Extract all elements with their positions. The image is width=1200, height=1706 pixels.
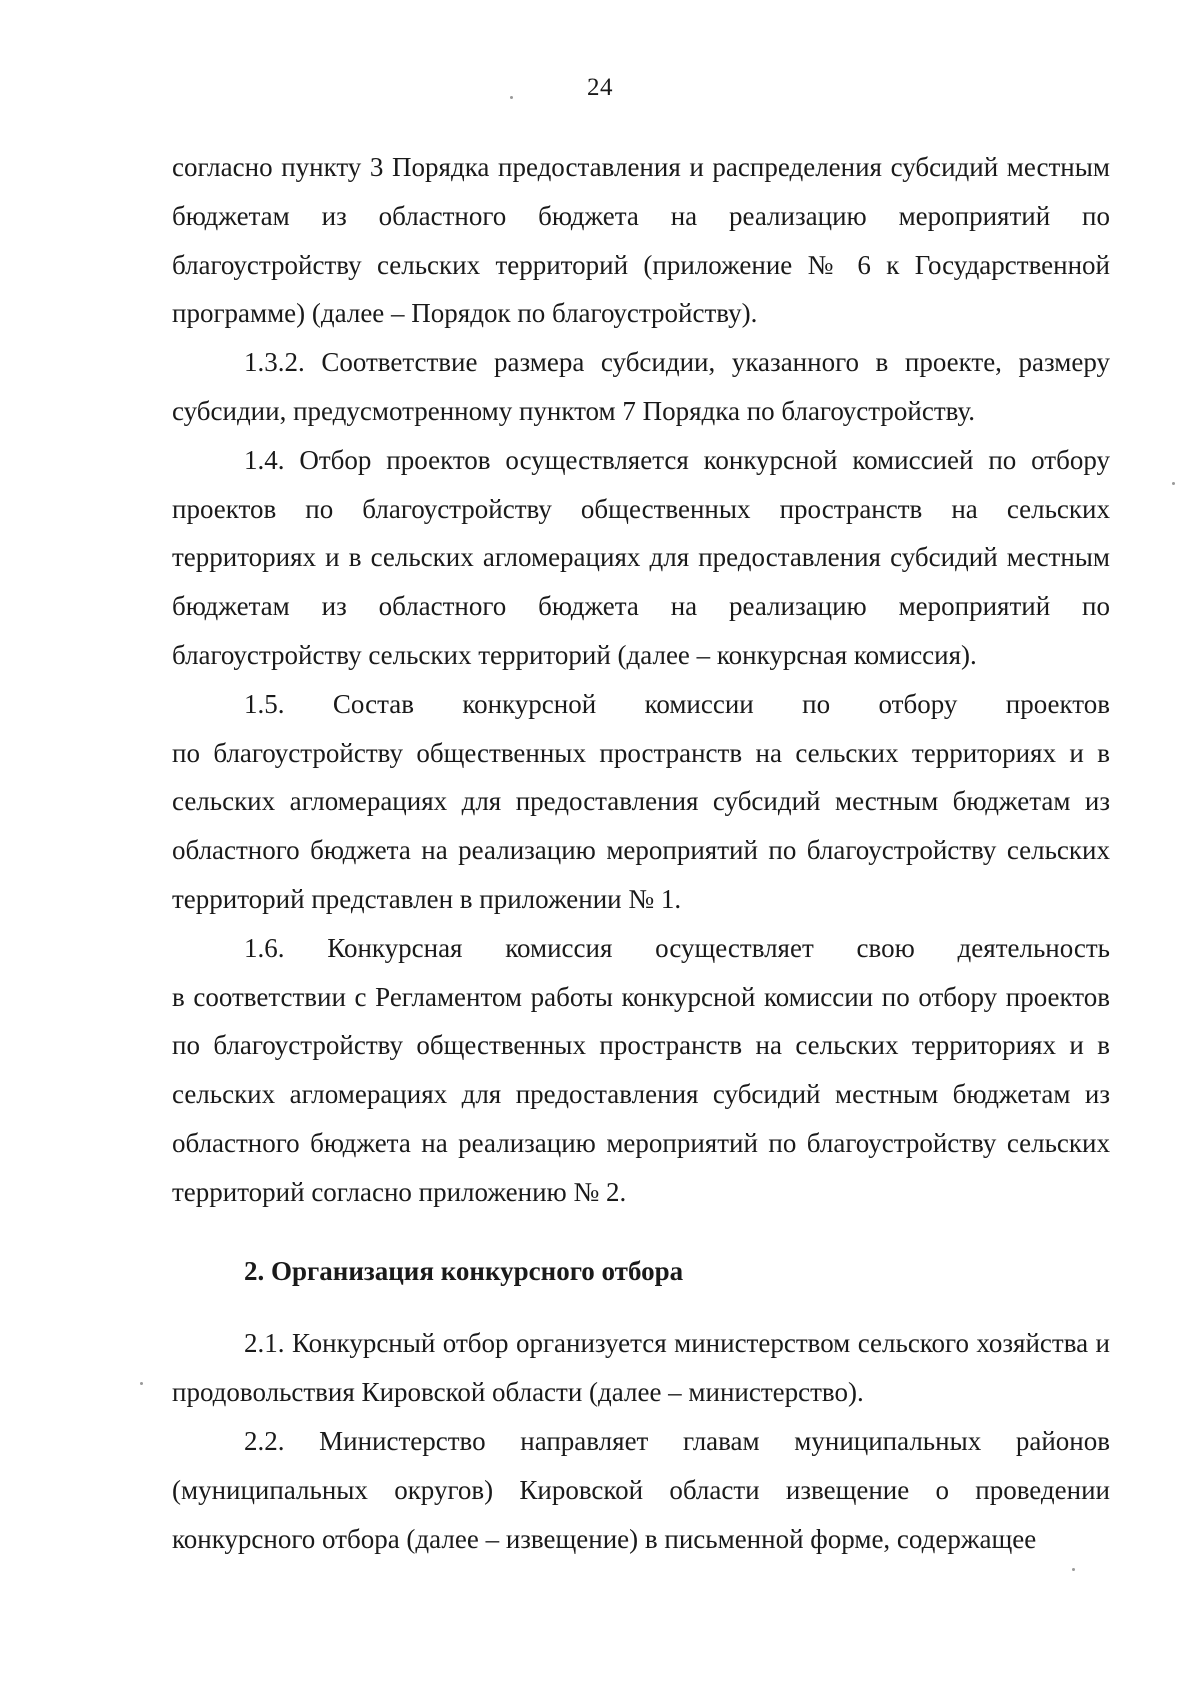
paragraph-1-6-first-line: 1.6. Конкурсная комиссия осуществляет свою деятельность [244, 932, 1110, 963]
scan-speck [1172, 482, 1175, 485]
paragraph-2-2: 2.2. Министерство направляет главам муниципальных районов (муниципальных округов) Кировской области извещение о проведении конкурсного отбора (далее – извещение) в письменной форме, содержащее [172, 1425, 1110, 1554]
paragraph-1-5-rest: по благоустройству общественных пространств на сельских территориях и в сельских агломерациях для предоставления субсидий местным бюджетам из областного бюджета на реализацию мероприятий по благоустройству сельских территорий представлен в приложении № 1. [172, 737, 1110, 914]
paragraph-1-6-rest: в соответствии с Регламентом работы конкурсной комиссии по отбору проектов по благоустройству общественных пространств на сельских территориях и в сельских агломерациях для предоставления субсидий местным бюджетам из областного бюджета на реализацию мероприятий по благоустройству сельских территорий согласно приложению № 2. [172, 981, 1110, 1207]
paragraph-2-1: 2.1. Конкурсный отбор организуется министерством сельского хозяйства и продовольствия Кировской области (далее – министерство). [172, 1328, 1110, 1408]
paragraph-1-4: 1.4. Отбор проектов осуществляется конкурсной комиссией по отбору проектов по благоустройству общественных пространств на сельских территориях и в сельских агломерациях для предоставления субсидий местным бюджетам из областного бюджета на реализацию мероприятий по благоустройству сельских территорий (далее – конкурсная комиссия). [172, 444, 1110, 670]
scan-speck [1072, 1568, 1075, 1571]
paragraph-continuation: согласно пункту 3 Порядка предоставления и распределения субсидий местным бюджетам из областного бюджета на реализацию мероприятий по благоустройству сельских территорий (приложение № 6 к Государственной программе) (далее – Порядок по благоустройству). [172, 152, 1110, 329]
document-body [172, 143, 1110, 1563]
scan-speck [510, 96, 513, 99]
scan-speck [140, 1382, 143, 1385]
paragraph-1-3-2: 1.3.2. Соответствие размера субсидии, указанного в проекте, размеру субсидии, предусмотренному пунктом 7 Порядка по благоустройству. [172, 347, 1110, 426]
section-heading: 2. Организация конкурсного отбора [244, 1255, 684, 1286]
page-number: 24 [587, 74, 613, 101]
paragraph-1-5-first-line: 1.5. Состав конкурсной комиссии по отбору проектов [244, 688, 1110, 719]
